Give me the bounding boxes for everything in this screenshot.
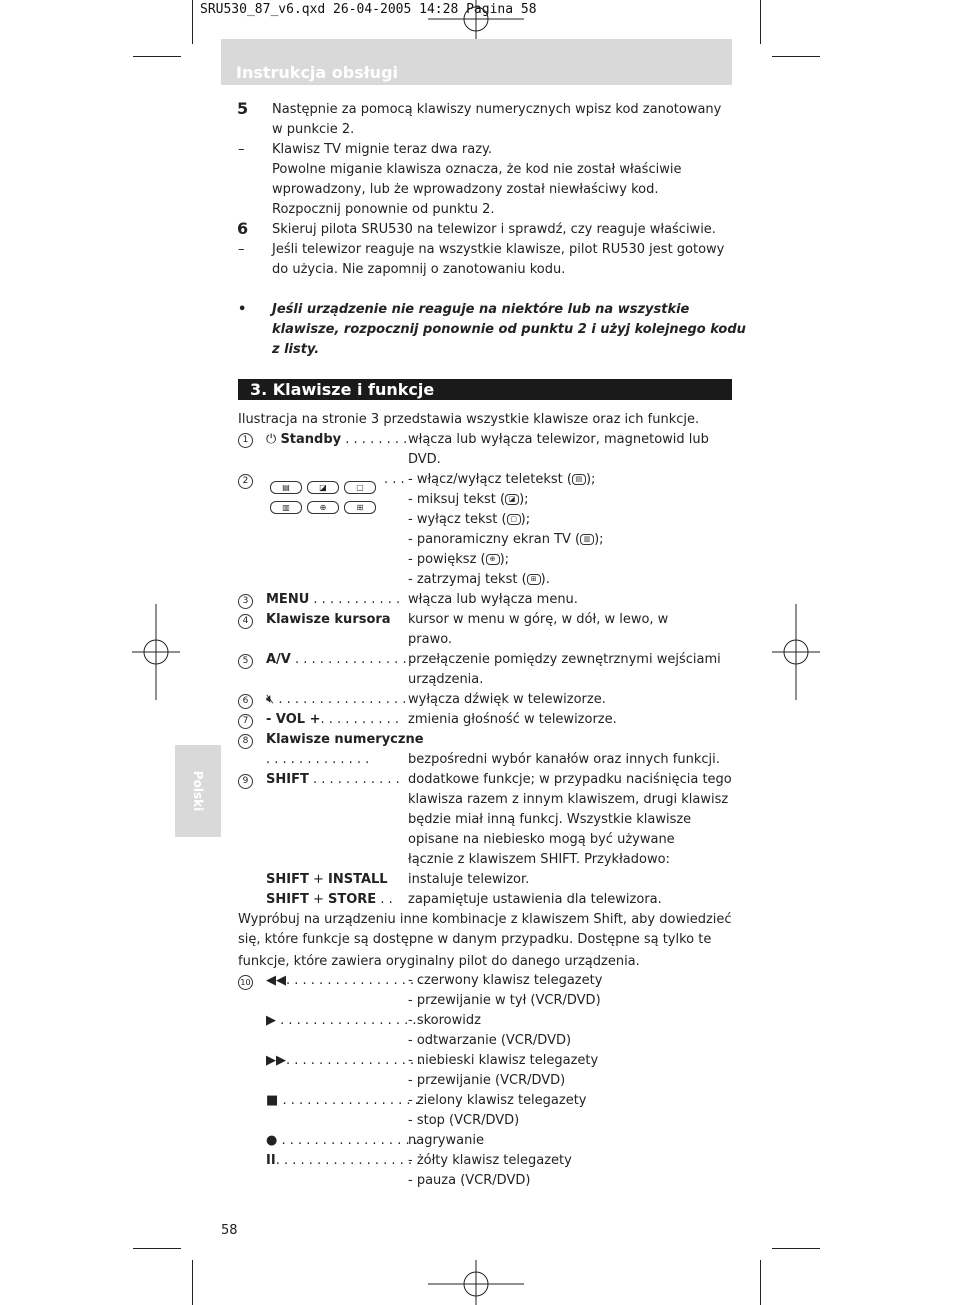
step-detail: Klawisz TV mignie teraz dwa razy.: [272, 142, 493, 157]
key-description: - miksuj tekst ( ◪ );: [408, 492, 529, 507]
key-label: ■ . . . . . . . . . . . . . . . . .: [266, 1093, 419, 1108]
item-number: 2: [238, 474, 253, 489]
key-description: - panoramiczny ekran TV ( ▥ );: [408, 532, 604, 547]
intro-text: Ilustracja na stronie 3 przedstawia wszystkie klawisze oraz ich funkcje.: [238, 412, 700, 427]
body-paragraph: funkcje, które zawiera oryginalny pilot do danego urządzenia.: [238, 954, 640, 969]
step-detail: wprowadzony, lub że wprowadzony został niewłaściwy kod.: [272, 182, 659, 197]
note-bullet: •: [238, 302, 247, 317]
key-description: - zielony klawisz telegazety: [408, 1093, 587, 1108]
step-detail: Powolne miganie klawisza oznacza, że kod nie został właściwie: [272, 162, 682, 177]
key-label: Klawisze numeryczne: [266, 732, 424, 747]
key-label: ● . . . . . . . . . . . . . . . . .: [266, 1133, 418, 1148]
language-tab: [175, 745, 221, 837]
crop-mark: [192, 1260, 193, 1305]
header-title: Instrukcja obsługi: [236, 63, 399, 82]
mix-icon: ◪: [505, 494, 519, 505]
key-combo: SHIFT + INSTALL: [266, 872, 388, 887]
key-description: prawo.: [408, 632, 453, 647]
step-detail: Rozpocznij ponownie od punktu 2.: [272, 202, 495, 217]
stop-icon: ■: [266, 1093, 279, 1108]
mix-icon: ◪: [307, 481, 339, 494]
step-number: 5: [237, 99, 249, 118]
key-label: II. . . . . . . . . . . . . . . . .: [266, 1153, 413, 1168]
leader-dots: . . . . . . . . . . . . .: [266, 752, 370, 767]
body-paragraph: się, które funkcje są dostępne w danym przypadku. Dostępne są tylko te: [238, 932, 712, 947]
key-description: - żółty klawisz telegazety: [408, 1153, 572, 1168]
key-description: dodatkowe funkcje; w przypadku naciśnięcia tego: [408, 772, 732, 787]
key-combo: SHIFT + STORE . .: [266, 892, 393, 907]
record-icon: ●: [266, 1133, 278, 1148]
language-tab-label: Polski: [191, 770, 205, 812]
step-number: 6: [237, 219, 249, 238]
registration-mark: [428, 0, 524, 44]
pause-icon: II: [266, 1153, 276, 1168]
step-detail: Jeśli telewizor reaguje na wszystkie klawisze, pilot RU530 jest gotowy: [272, 242, 725, 257]
key-description: - przewijanie (VCR/DVD): [408, 1073, 566, 1088]
key-description: - niebieski klawisz telegazety: [408, 1053, 599, 1068]
note-text: Jeśli urządzenie nie reaguje na niektóre lub na wszystkie: [272, 302, 690, 317]
teletext-keys-row: [270, 477, 381, 496]
key-description: - przewijanie w tył (VCR/DVD): [408, 993, 601, 1008]
dash: –: [238, 242, 245, 257]
note-text: klawisze, rozpocznij ponownie od punktu 2 i użyj kolejnego kodu: [272, 322, 746, 337]
step-text: Skieruj pilota SRU530 na telewizor i sprawdź, czy reaguje właściwie.: [272, 222, 716, 237]
key-description: nagrywanie: [408, 1133, 484, 1148]
key-description: włącza lub wyłącza menu.: [408, 592, 578, 607]
dash: –: [238, 142, 245, 157]
key-description: zapamiętuje ustawienia dla telewizora.: [408, 892, 662, 907]
rewind-icon: ◀◀: [266, 973, 286, 988]
key-label: Klawisze kursora: [266, 612, 391, 627]
key-description: - powiększ ( ⊕ );: [408, 552, 510, 567]
key-description: - skorowidz: [408, 1013, 481, 1028]
crop-mark: [133, 56, 181, 57]
fast-forward-icon: ▶▶: [266, 1053, 286, 1068]
key-description: łącznie z klawiszem SHIFT. Przykładowo:: [408, 852, 670, 867]
key-description: opisane na niebiesko mogą być używane: [408, 832, 675, 847]
item-number: 6: [238, 694, 253, 709]
key-description: - odtwarzanie (VCR/DVD): [408, 1033, 572, 1048]
key-description: wyłącza dźwięk w telewizorze.: [408, 692, 606, 707]
key-description: włącza lub wyłącza telewizor, magnetowid lub: [408, 432, 709, 447]
crop-mark: [772, 1248, 820, 1249]
registration-mark: [132, 604, 180, 700]
wide-screen-icon: ▥: [270, 501, 302, 514]
mute-icon: 🔇︎: [266, 692, 275, 707]
text-off-icon: ▢: [344, 481, 376, 494]
wide-screen-icon: ▥: [580, 534, 594, 545]
power-icon: ⏻: [266, 432, 277, 447]
item-number: 4: [238, 614, 253, 629]
page-number: 58: [221, 1223, 238, 1238]
key-label: MENU . . . . . . . . . . .: [266, 592, 401, 607]
zoom-icon: ⊕: [486, 554, 500, 565]
key-label: ▶▶. . . . . . . . . . . . . . . . .: [266, 1053, 423, 1068]
key-description: będzie miał inną funkcj. Wszystkie klawisze: [408, 812, 692, 827]
key-label: ◀◀. . . . . . . . . . . . . . . . .: [266, 973, 423, 988]
key-description: - stop (VCR/DVD): [408, 1113, 520, 1128]
item-number: 9: [238, 774, 253, 789]
item-number: 10: [238, 975, 253, 990]
key-label: SHIFT . . . . . . . . . . .: [266, 772, 400, 787]
key-label: ⏻ Standby . . . . . . . .: [266, 432, 408, 447]
key-description: DVD.: [408, 452, 441, 467]
play-icon: ▶: [266, 1013, 276, 1028]
step-detail: do użycia. Nie zapomnij o zanotowaniu kodu.: [272, 262, 566, 277]
crop-mark: [760, 0, 761, 44]
item-number: 5: [238, 654, 253, 669]
teletext-on-icon: ▤: [572, 474, 586, 485]
text-off-icon: ▢: [507, 514, 521, 525]
key-label: 🔇︎ . . . . . . . . . . . . . . . .: [266, 692, 407, 707]
header-bar: [221, 39, 732, 85]
step-text: Następnie za pomocą klawiszy numerycznych wpisz kod zanotowany: [272, 102, 722, 117]
leader-dots: . . .: [384, 472, 405, 487]
registration-mark: [772, 604, 820, 700]
section-title: 3. Klawisze i funkcje: [250, 380, 435, 399]
note-text: z listy.: [272, 342, 320, 357]
crop-mark: [192, 0, 193, 44]
crop-mark: [133, 1248, 181, 1249]
key-description: - włącz/wyłącz teletekst ( ▤ );: [408, 472, 596, 487]
item-number: 3: [238, 594, 253, 609]
hold-icon: ⊞: [527, 574, 541, 585]
item-number: 1: [238, 433, 253, 448]
body-paragraph: Wypróbuj na urządzeniu inne kombinacje z klawiszem Shift, aby dowiedzieć: [238, 912, 732, 927]
key-description: - zatrzymaj tekst ( ⊞ ).: [408, 572, 550, 587]
key-description: - wyłącz tekst ( ▢ );: [408, 512, 531, 527]
file-slug: SRU530_87_v6.qxd 26-04-2005 14:28 Pagina 58: [200, 2, 537, 17]
key-label: A/V . . . . . . . . . . . . . .: [266, 652, 407, 667]
key-description: urządzenia.: [408, 672, 484, 687]
key-description: instaluje telewizor.: [408, 872, 530, 887]
key-label: ▶ . . . . . . . . . . . . . . . . .: [266, 1013, 417, 1028]
registration-mark: [428, 1260, 524, 1305]
teletext-on-icon: ▤: [270, 481, 302, 494]
key-description: - pauza (VCR/DVD): [408, 1173, 531, 1188]
crop-mark: [760, 1260, 761, 1305]
item-number: 8: [238, 734, 253, 749]
key-description: klawisza razem z innym klawiszem, drugi klawisz: [408, 792, 729, 807]
step-text: w punkcie 2.: [272, 122, 355, 137]
key-description: - czerwony klawisz telegazety: [408, 973, 603, 988]
key-label: - VOL +. . . . . . . . . .: [266, 712, 400, 727]
teletext-keys-row: [270, 497, 381, 516]
hold-icon: ⊞: [344, 501, 376, 514]
item-number: 7: [238, 714, 253, 729]
zoom-icon: ⊕: [307, 501, 339, 514]
key-description: bezpośredni wybór kanałów oraz innych funkcji.: [408, 752, 720, 767]
key-description: zmienia głośność w telewizorze.: [408, 712, 617, 727]
key-description: kursor w menu w górę, w dół, w lewo, w: [408, 612, 669, 627]
section-heading-bar: [238, 379, 732, 400]
crop-mark: [772, 56, 820, 57]
key-description: przełączenie pomiędzy zewnętrznymi wejściami: [408, 652, 721, 667]
